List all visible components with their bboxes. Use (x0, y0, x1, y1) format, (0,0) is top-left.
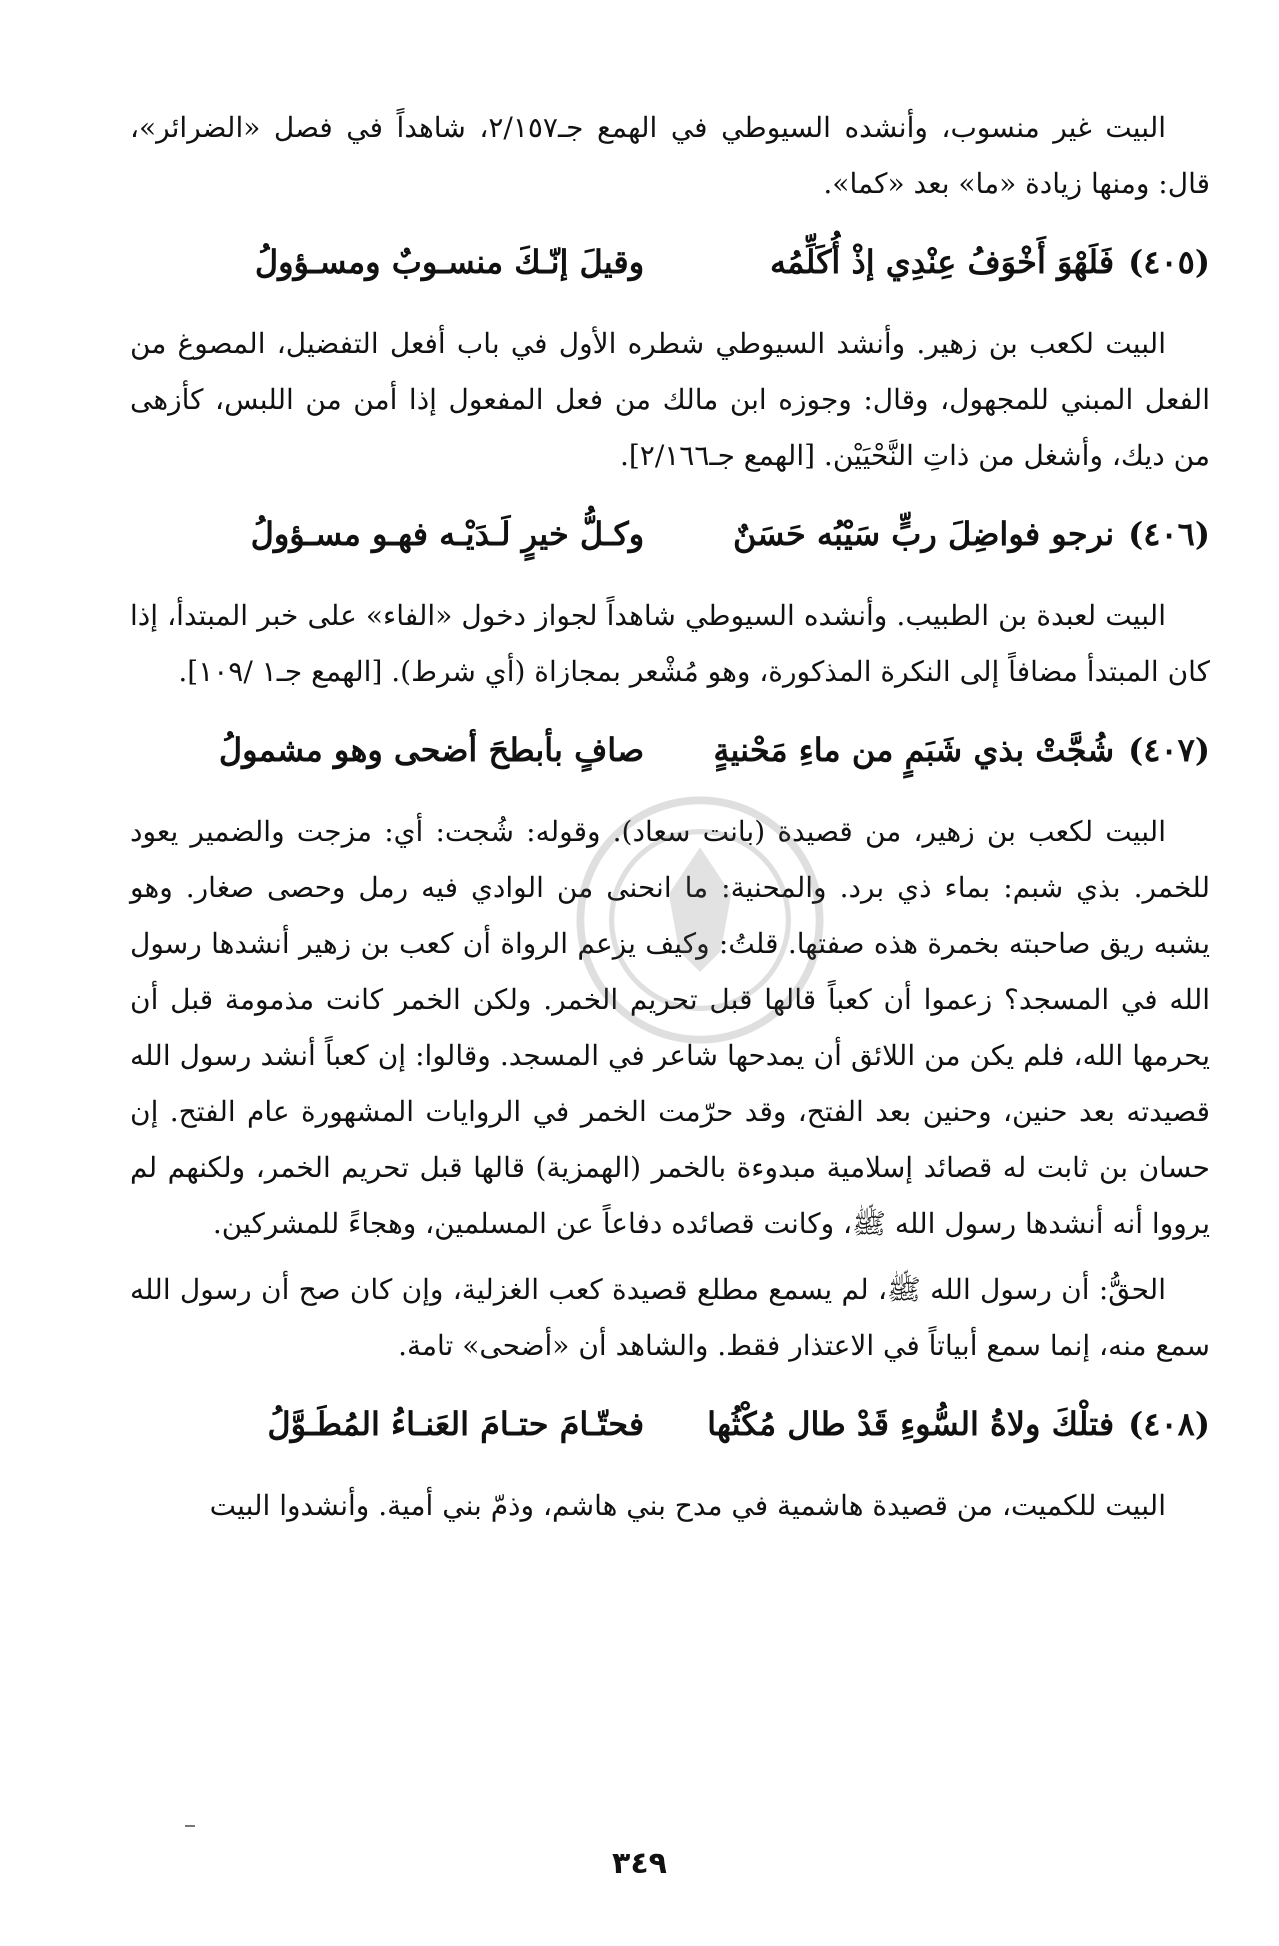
verse-407 (130, 722, 1210, 778)
paragraph: البيت لكعب بن زهير. وأنشد السيوطي شطره الأول في باب أفعل التفضيل، المصوغ من الفعل المبني للمجهول، وقال: وجوزه ابن مالك من فعل المفعول إذا أمن من اللبس، كأزهى من ديك، وأشغل من ذاتِ النَّحْيَيْن. [الهمع جـ٢/١٦٦]. (130, 327, 1210, 472)
verse-first-hemistich: شُجَّتْ بذي شَبَمٍ من ماءِ مَحْنيةٍ (713, 731, 1115, 769)
verse-first-hemistich: فتلْكَ ولاةُ السُّوءِ قَدْ طال مُكْثُها (707, 1405, 1115, 1443)
verse-number: (٤٠٦) (1128, 515, 1210, 553)
verse-second-hemistich: وكـلُّ خيرٍ لَـدَيْـه فهـو مسـؤولُ (250, 515, 645, 553)
page-number: ٣٤٩ (612, 1846, 667, 1881)
verse-first-hemistich: فَلَهْوَ أَخْوَفُ عِنْدِي إذْ أُكَلِّمُه (769, 243, 1115, 281)
verse-number: (٤٠٨) (1128, 1405, 1210, 1443)
verse-number: (٤٠٥) (1128, 243, 1210, 281)
paragraph: البيت لكعب بن زهير، من قصيدة (بانت سعاد). وقوله: شُجت: أي: مزجت والضمير يعود للخمر. بذي شبم: بماء ذي برد. والمحنية: ما انحنى من الوادي فيه رمل وحصى صغار. وهو يشبه ريق صاحبته بخمرة هذه صفتها. قلتُ: وكيف يزعم الرواة أن كعب بن زهير أنشدها رسول الله في المسجد؟ زعموا أن كعباً قالها قبل تحريم الخمر. ولكن الخمر كانت مذمومة قبل أن يحرمها الله، فلم يكن من اللائق أن يمدحها شاعر في المسجد. وقالوا: إن كعباً أنشد رسول الله قصيدته بعد حنين، وحنين بعد الفتح، وقد حرّمت الخمر في الروايات المشهورة عام الفتح. إن حسان بن ثابت له قصائد إسلامية مبدوءة بالخمر (الهمزية) قالها قبل تحريم الخمر، ولكنهم لم يرووا أنه أنشدها رسول الله ﷺ، وكانت قصائده دفاعاً عن المسلمين، وهجاءً للمشركين. (130, 815, 1210, 1240)
verse-number: (٤٠٧) (1128, 731, 1210, 769)
paragraph: البيت للكميت، من قصيدة هاشمية في مدح بني هاشم، وذمّ بني أمية. وأنشدوا البيت (209, 1489, 1166, 1522)
paragraph: الحقُّ: أن رسول الله ﷺ، لم يسمع مطلع قصيدة كعب الغزلية، وإن كان صح أن رسول الله سمع منه، إنما سمع أبياتاً في الاعتذار فقط. والشاهد أن «أضحى» تامة. (130, 1273, 1210, 1362)
footnote-divider (185, 1825, 195, 1827)
verse-second-hemistich: صافٍ بأبطحَ أضحى وهو مشمولُ (218, 731, 645, 769)
verse-first-hemistich: نرجو فواضِلَ ربٍّ سَيْبُه حَسَنٌ (733, 515, 1115, 553)
verse-second-hemistich: وقيلَ إنّـكَ منسـوبٌ ومسـؤولُ (254, 243, 645, 281)
verse-405 (130, 234, 1210, 290)
verse-406 (130, 506, 1210, 562)
verse-second-hemistich: فحتّـامَ حتـامَ العَنـاءُ المُطَـوَّلُ (267, 1405, 645, 1443)
watermark-seal (570, 790, 830, 1050)
paragraph: البيت لعبدة بن الطبيب. وأنشده السيوطي شاهداً لجواز دخول «الفاء» على خبر المبتدأ، إذا كان المبتدأ مضافاً إلى النكرة المذكورة، وهو مُشْعر بمجازاة (أي شرط). [الهمع جـ١ /١٠٩]. (130, 599, 1210, 688)
paragraph: البيت غير منسوب، وأنشده السيوطي في الهمع جـ٢/١٥٧، شاهداً في فصل «الضرائر»، قال: ومنها زيادة «ما» بعد «كما». (130, 111, 1210, 200)
verse-408 (130, 1396, 1210, 1452)
